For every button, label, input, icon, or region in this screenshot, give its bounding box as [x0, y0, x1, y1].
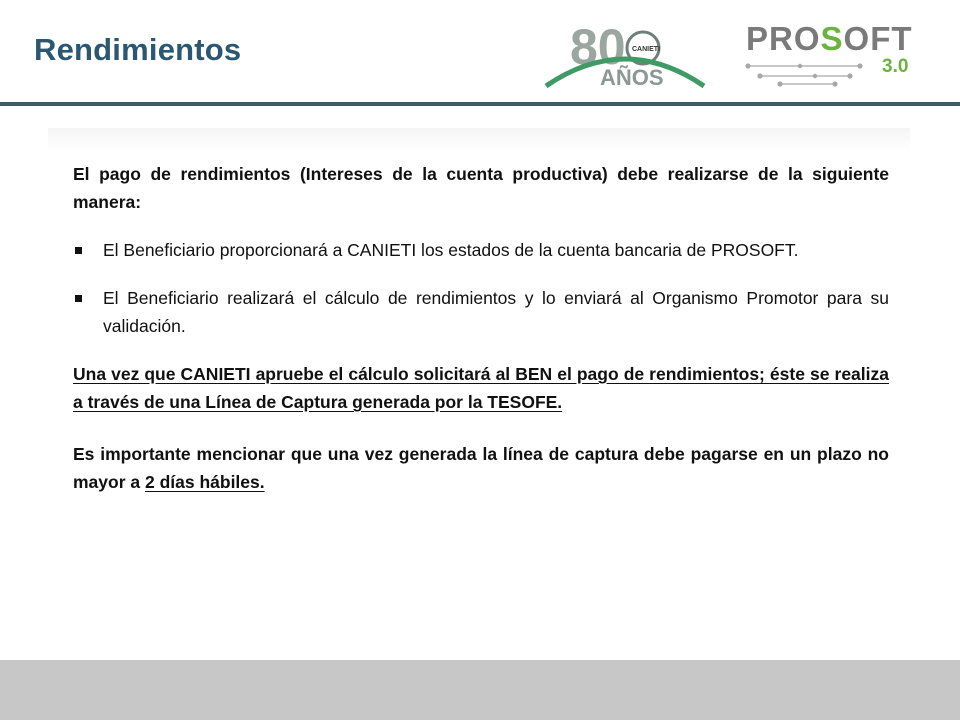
svg-text:PROSOFT — [746, 20, 913, 57]
bullet-item-1 — [73, 236, 889, 264]
slide-title: Rendimientos — [34, 32, 242, 67]
logo-years-text: AÑOS — [600, 65, 664, 90]
closing-deadline: 2 días hábiles. — [144, 472, 265, 492]
bullet-text-2: El Beneficiario realizará el cálculo de rendimientos y lo enviará al Organismo Promotor para su validación. — [103, 288, 889, 336]
footer-band — [0, 660, 960, 720]
bullet-item-2 — [73, 284, 889, 340]
closing-paragraph — [73, 440, 889, 496]
closing-text: Es importante mencionar que una vez generada la línea de captura debe pagarse en un plazo no mayor a — [73, 444, 889, 492]
notice-paragraph: Una vez que CANIETI apruebe el cálculo solicitará al BEN el pago de rendimientos; éste se realiza a través de una Línea de Captura generada por la TESOFE. — [73, 364, 889, 412]
content-top-shade — [48, 128, 910, 150]
logo-org-text: CANIETI — [632, 46, 660, 53]
circuit-lines-icon — [746, 64, 862, 86]
square-bullet-icon — [75, 247, 82, 254]
canieti-80-anos-logo — [540, 14, 710, 90]
header-divider — [0, 102, 960, 106]
prosoft-version-text: 3.0 — [882, 56, 909, 77]
prosoft-pro-text: PRO — [746, 20, 821, 57]
logo-80-text: 80 — [570, 19, 626, 75]
slide-body — [73, 160, 889, 496]
intro-paragraph: El pago de rendimientos (Intereses de la cuenta productiva) debe realizarse de la siguiente manera: — [73, 164, 889, 212]
prosoft-oft-text: OFT — [843, 20, 913, 57]
prosoft-s-text: S — [820, 20, 844, 57]
square-bullet-icon — [75, 295, 82, 302]
prosoft-logo — [740, 14, 930, 92]
bullet-text-1: El Beneficiario proporcionará a CANIETI los estados de la cuenta bancaria de PROSOFT. — [103, 240, 799, 260]
